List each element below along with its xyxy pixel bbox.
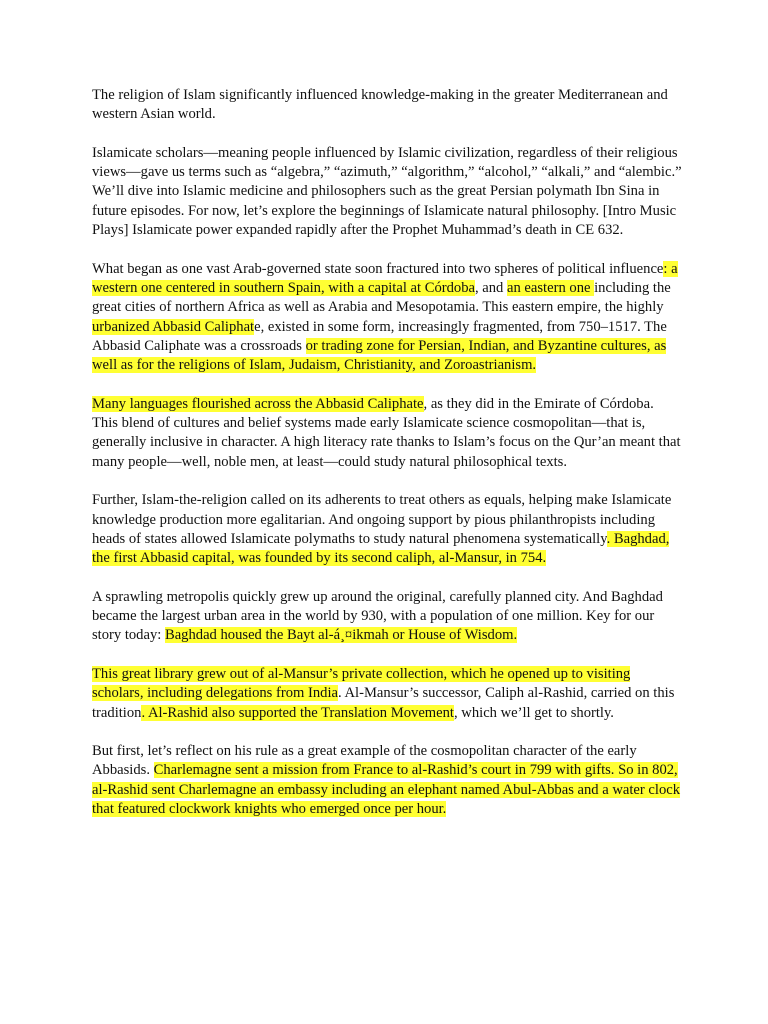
highlighted-text: urbanized Abbasid Caliphat xyxy=(92,318,255,335)
highlighted-text: . Baghdad, the first Abbasid capital, was founded by its second caliph, al-Mansur, in 754. xyxy=(92,530,670,567)
paragraph xyxy=(92,86,682,125)
highlighted-text: an eastern one xyxy=(507,279,595,296)
text-segment: The religion of Islam significantly influenced knowledge-making in the greater Mediterranean and western Asian world. xyxy=(92,87,668,123)
text-segment: including the great cities of northern Africa as well as Arabia and Mesopotamia. This eastern empire, the highly xyxy=(92,279,671,316)
text-segment: Further, Islam-the-religion called on its adherents to treat others as equals, helping make Islamicate knowledge production more egalitarian. And ongoing support by pious philanthropists including heads of states allowed Islamicate polymaths to study natural phenomena systematically xyxy=(92,492,672,547)
highlighted-text: . Al-Rashid also supported the Translation Movement xyxy=(141,704,454,721)
highlighted-text: This great library grew out of al-Mansur’s private collection, which he opened up to visiting scholars, including delegations from India xyxy=(92,665,631,702)
highlighted-text: Many languages flourished across the Abbasid Caliphate xyxy=(92,395,424,412)
highlighted-text: : a western one centered in southern Spain, with a capital at Córdoba xyxy=(92,260,678,296)
document-page xyxy=(92,86,682,839)
text-segment: A sprawling metropolis quickly grew up around the original, carefully planned city. And Baghdad became the largest urban area in the world by 930, with a population of one million. Key for our story today: xyxy=(92,588,663,644)
text-segment: Islamicate scholars—meaning people influenced by Islamic civilization, regardless of their religious views—gave us terms such as “algebra,” “azimuth,” “algorithm,” “alcohol,” “alkali,” and “alembic.” We’ll dive into Islamic medicine and philosophers such as the great Persian polymath Ibn Sina in future episodes. For now, let’s explore the beginnings of Islamicate natural philosophy. [Intro Music Plays] Islamicate power expanded rapidly after the Prophet Muhammad’s death in CE 632. xyxy=(92,144,682,239)
text-segment: , as they did in the Emirate of Córdoba. This blend of cultures and belief systems made early Islamicate science cosmopolitan—that is, generally inclusive in character. A high literacy rate thanks to Islam’s focus on the Qur’an meant that many people—well, noble men, at least—could study natural philosophical texts. xyxy=(92,395,681,470)
text-segment: e, existed in some form, increasingly fragmented, from 750–1517. The Abbasid Caliphate was a crossroads xyxy=(92,318,667,354)
text-segment: What began as one vast Arab-governed state soon fractured into two spheres of political influence xyxy=(92,260,664,277)
paragraph xyxy=(92,144,682,240)
text-segment: , which we’ll get to shortly. xyxy=(454,704,614,721)
highlighted-text: Baghdad housed the Bayt al-á¸¤ikmah or House of Wisdom. xyxy=(164,627,518,644)
highlighted-text: or trading zone for Persian, Indian, and Byzantine cultures, as well as for the religions of Islam, Judaism, Christianity, and Zoroastrianism. xyxy=(92,337,667,374)
paragraph xyxy=(92,491,682,568)
paragraph xyxy=(92,588,682,646)
paragraph xyxy=(92,395,682,472)
paragraph xyxy=(92,665,682,723)
highlighted-text: Charlemagne sent a mission from France to al-Rashid’s court in 799 with gifts. So in 802, al-Rashid sent Charlemagne an embassy including an elephant named Abul-Abbas and a water clock that featured clockwork knights who emerged once per hour. xyxy=(92,762,681,817)
text-segment: But first, let’s reflect on his rule as a great example of the cosmopolitan character of the early Abbasids. xyxy=(92,743,637,779)
text-segment: . Al-Mansur’s successor, Caliph al-Rashid, carried on this tradition xyxy=(92,685,675,721)
paragraph xyxy=(92,260,682,376)
text-segment: , and xyxy=(474,279,507,296)
paragraph xyxy=(92,742,682,819)
